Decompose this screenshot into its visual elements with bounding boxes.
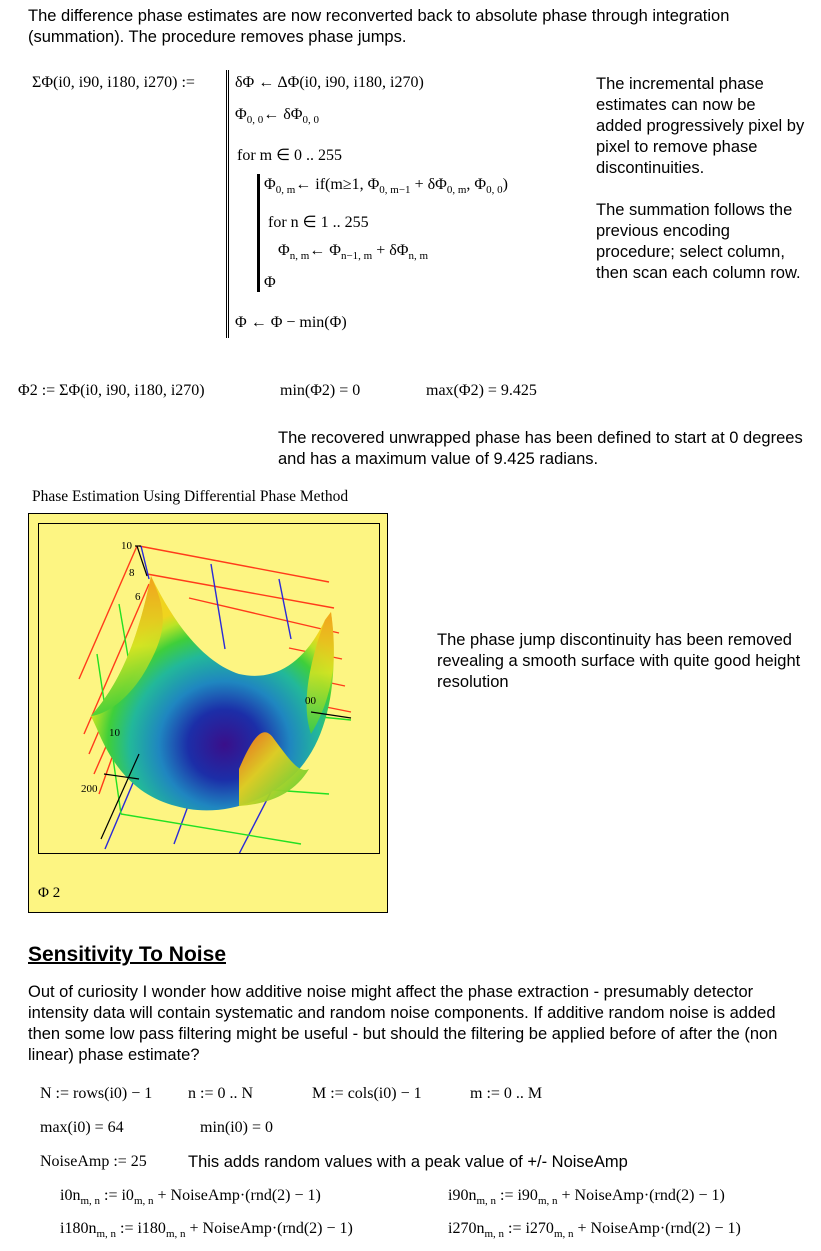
recovered-phase-note: The recovered unwrapped phase has been defined to start at 0 degrees and has a maximum value of 9.425 radians.	[278, 429, 803, 468]
subscript: m, n	[537, 1195, 558, 1207]
eq-lhs: i0n	[60, 1187, 81, 1204]
noise-amp-def: NoiseAmp := 25	[40, 1153, 147, 1170]
program-line-return: Φ	[264, 274, 276, 291]
phi-symbol: Φ	[235, 106, 247, 123]
phi2-definition: Φ2 := ΣΦ(i0, i90, i180, i270)	[18, 382, 205, 399]
eq-rhs: + NoiseAmp·(rnd(2) − 1)	[573, 1220, 741, 1237]
assign-rhs: ← δΦ	[263, 106, 303, 123]
noise-eq-i90	[448, 1187, 725, 1207]
z-tick-10: 10	[121, 540, 132, 552]
subscript: 0, 0	[246, 114, 264, 126]
plot-title: Phase Estimation Using Differential Phase Method	[32, 488, 349, 505]
axis-tick-10: 10	[109, 727, 120, 739]
program-line-normalize: Φ ← Φ − min(Φ)	[235, 314, 347, 331]
program-line-for-m: for m ∈ 0 .. 255	[237, 147, 343, 164]
eq-lhs: i90n	[448, 1187, 477, 1204]
subscript: n−1, m	[340, 250, 373, 262]
def-M: M := cols(i0) − 1	[312, 1085, 422, 1102]
phi-symbol: Φ	[264, 176, 276, 193]
noise-eq-i270	[448, 1220, 741, 1240]
program-line-for-n: for n ∈ 1 .. 255	[268, 214, 369, 231]
assign-rhs: ← Φ	[309, 242, 341, 259]
subscript: m, n	[476, 1195, 497, 1207]
def-n: n := 0 .. N	[188, 1085, 254, 1102]
side-notes	[596, 74, 806, 305]
subscript: m, n	[484, 1228, 505, 1240]
noise-eq-i0	[60, 1187, 321, 1207]
intro-paragraph: The difference phase estimates are now reconverted back to absolute phase through integration (summation). The procedure removes phase jumps.	[28, 7, 730, 46]
side-note-1: The incremental phase estimates can now be added progressively pixel by pixel to remove phase discontinuities.	[596, 75, 805, 177]
noise-amp-note: This adds random values with a peak value of +/- NoiseAmp	[188, 1153, 628, 1171]
eq-rhs: + NoiseAmp·(rnd(2) − 1)	[185, 1220, 353, 1237]
side-note-2: The summation follows the previous encoding procedure; select column, then scan each column row.	[596, 201, 801, 282]
plot-variable-label: Φ 2	[38, 885, 61, 901]
eq-mid: := i0	[100, 1187, 134, 1204]
subscript: m, n	[96, 1228, 117, 1240]
program-line-if	[264, 176, 508, 196]
subscript: n, m	[289, 250, 310, 262]
eq-lhs: i180n	[60, 1220, 97, 1237]
subscript: 0, m−1	[379, 184, 411, 196]
eq-mid: := i180	[116, 1220, 166, 1237]
phi2-max: max(Φ2) = 9.425	[426, 382, 537, 399]
def-m: m := 0 .. M	[470, 1085, 543, 1102]
section-heading: Sensitivity To Noise	[28, 943, 226, 966]
phi2-min: min(Φ2) = 0	[280, 382, 361, 399]
eq-mid: := i90	[496, 1187, 538, 1204]
surface-plot-frame[interactable]	[28, 513, 388, 913]
z-tick-8: 8	[129, 567, 135, 579]
z-tick-6: 6	[135, 591, 141, 603]
close-paren: )	[502, 176, 508, 193]
if-expr: ← if(m≥1, Φ	[295, 176, 380, 193]
surface-plot-svg	[39, 524, 379, 853]
else-expr: , Φ	[466, 176, 487, 193]
subscript: n, m	[408, 250, 429, 262]
program-line-sum	[278, 242, 428, 262]
def-N: N := rows(i0) − 1	[40, 1085, 153, 1102]
eq-rhs: + NoiseAmp·(rnd(2) − 1)	[153, 1187, 321, 1204]
program-line-1: δΦ ← ΔΦ(i0, i90, i180, i270)	[235, 74, 424, 91]
subscript: 0, m	[275, 184, 296, 196]
subscript: m, n	[165, 1228, 186, 1240]
subscript: m, n	[133, 1195, 154, 1207]
surface-plot-area[interactable]	[38, 523, 380, 854]
plot-note: The phase jump discontinuity has been removed revealing a smooth surface with quite good height resolution	[437, 631, 801, 691]
phi-symbol: Φ	[278, 242, 290, 259]
subscript: m, n	[80, 1195, 101, 1207]
section-paragraph: Out of curiosity I wonder how additive noise might affect the phase extraction - presumably detector intensity data will contain systematic and random noise components. If additive random noise is added then some low pass filtering might be useful - but should the filtering be applied before of after the (non linear) phase estimate?	[28, 983, 778, 1064]
axis-tick-00: 00	[305, 695, 316, 707]
eq-lhs: i270n	[448, 1220, 485, 1237]
plus-expr: + δΦ	[410, 176, 447, 193]
noise-eq-i180	[60, 1220, 353, 1240]
min-i0: min(i0) = 0	[200, 1119, 274, 1136]
program-name: ΣΦ(i0, i90, i180, i270) :=	[32, 74, 195, 91]
program-line-2	[235, 106, 319, 126]
subscript: 0, 0	[486, 184, 503, 196]
eq-rhs: + NoiseAmp·(rnd(2) − 1)	[557, 1187, 725, 1204]
subscript: 0, m	[446, 184, 467, 196]
axis-tick-200: 200	[81, 783, 98, 795]
subscript: 0, 0	[302, 114, 319, 126]
plus-expr: + δΦ	[372, 242, 409, 259]
max-i0: max(i0) = 64	[40, 1119, 124, 1136]
subscript: m, n	[553, 1228, 574, 1240]
eq-mid: := i270	[504, 1220, 554, 1237]
